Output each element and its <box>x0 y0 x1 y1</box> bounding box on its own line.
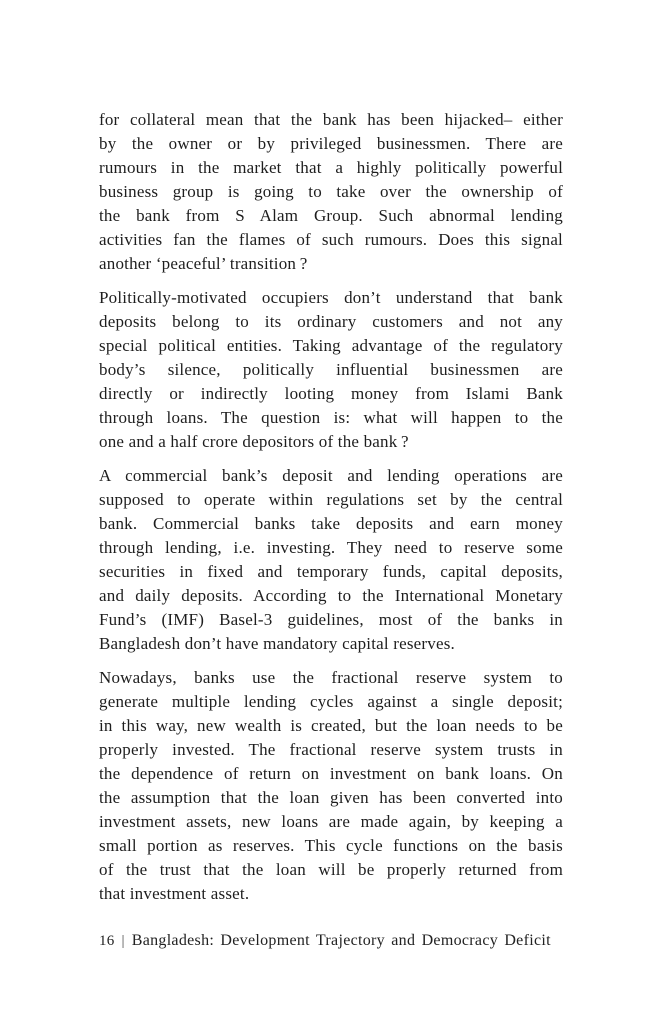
text-line: another ‘peaceful’ transition ? <box>99 254 308 273</box>
text-line: Politically-motivated occupiers don’t understand that bank <box>99 288 563 307</box>
text-line: and daily deposits. According to the International Monetary <box>99 586 563 605</box>
paragraph-2 <box>99 286 563 454</box>
text-line: for collateral mean that the bank has been hijacked– either <box>99 110 563 129</box>
text-line: special political entities. Taking advantage of the regulatory <box>99 336 563 355</box>
text-line: business group is going to take over the ownership of <box>99 182 563 201</box>
book-title: Bangladesh: Development Trajectory and Democracy Deficit <box>131 932 551 949</box>
text-line: that investment asset. <box>99 884 250 903</box>
text-line: A commercial bank’s deposit and lending operations are <box>99 466 563 485</box>
text-line: properly invested. The fractional reserve system trusts in <box>99 740 563 759</box>
text-line: generate multiple lending cycles against a single deposit; <box>99 692 563 711</box>
text-line: rumours in the market that a highly politically powerful <box>99 158 563 177</box>
paragraph-4 <box>99 666 563 906</box>
text-line: Bangladesh don’t have mandatory capital reserves. <box>99 634 455 653</box>
text-line: the bank from S Alam Group. Such abnormal lending <box>99 206 563 225</box>
text-line: through lending, i.e. investing. They need to reserve some <box>99 538 563 557</box>
text-line: Fund’s (IMF) Basel-3 guidelines, most of the banks in <box>99 610 563 629</box>
text-line: of the trust that the loan will be properly returned from <box>99 860 563 879</box>
footer-separator: | <box>121 933 125 950</box>
text-line: investment assets, new loans are made again, by keeping a <box>99 812 563 831</box>
page-footer <box>99 931 563 952</box>
text-line: in this way, new wealth is created, but the loan needs to be <box>99 716 563 735</box>
text-line: through loans. The question is: what will happen to the <box>99 408 563 427</box>
text-line: body’s silence, politically influential businessmen are <box>99 360 563 379</box>
text-line: one and a half crore depositors of the bank ? <box>99 432 409 451</box>
text-line: directly or indirectly looting money from Islami Bank <box>99 384 563 403</box>
text-line: the dependence of return on investment on bank loans. On <box>99 764 563 783</box>
paragraph-3 <box>99 464 563 656</box>
page-number: 16 <box>99 933 115 949</box>
text-line: activities fan the flames of such rumours. Does this signal <box>99 230 563 249</box>
paragraph-1 <box>99 108 563 276</box>
text-line: the assumption that the loan given has been converted into <box>99 788 563 807</box>
text-line: by the owner or by privileged businessmen. There are <box>99 134 563 153</box>
text-line: securities in fixed and temporary funds, capital deposits, <box>99 562 563 581</box>
text-line: small portion as reserves. This cycle functions on the basis <box>99 836 563 855</box>
text-line: Nowadays, banks use the fractional reserve system to <box>99 668 563 687</box>
body-text <box>99 108 563 916</box>
text-line: bank. Commercial banks take deposits and earn money <box>99 514 563 533</box>
text-line: deposits belong to its ordinary customers and not any <box>99 312 563 331</box>
text-line: supposed to operate within regulations set by the central <box>99 490 563 509</box>
